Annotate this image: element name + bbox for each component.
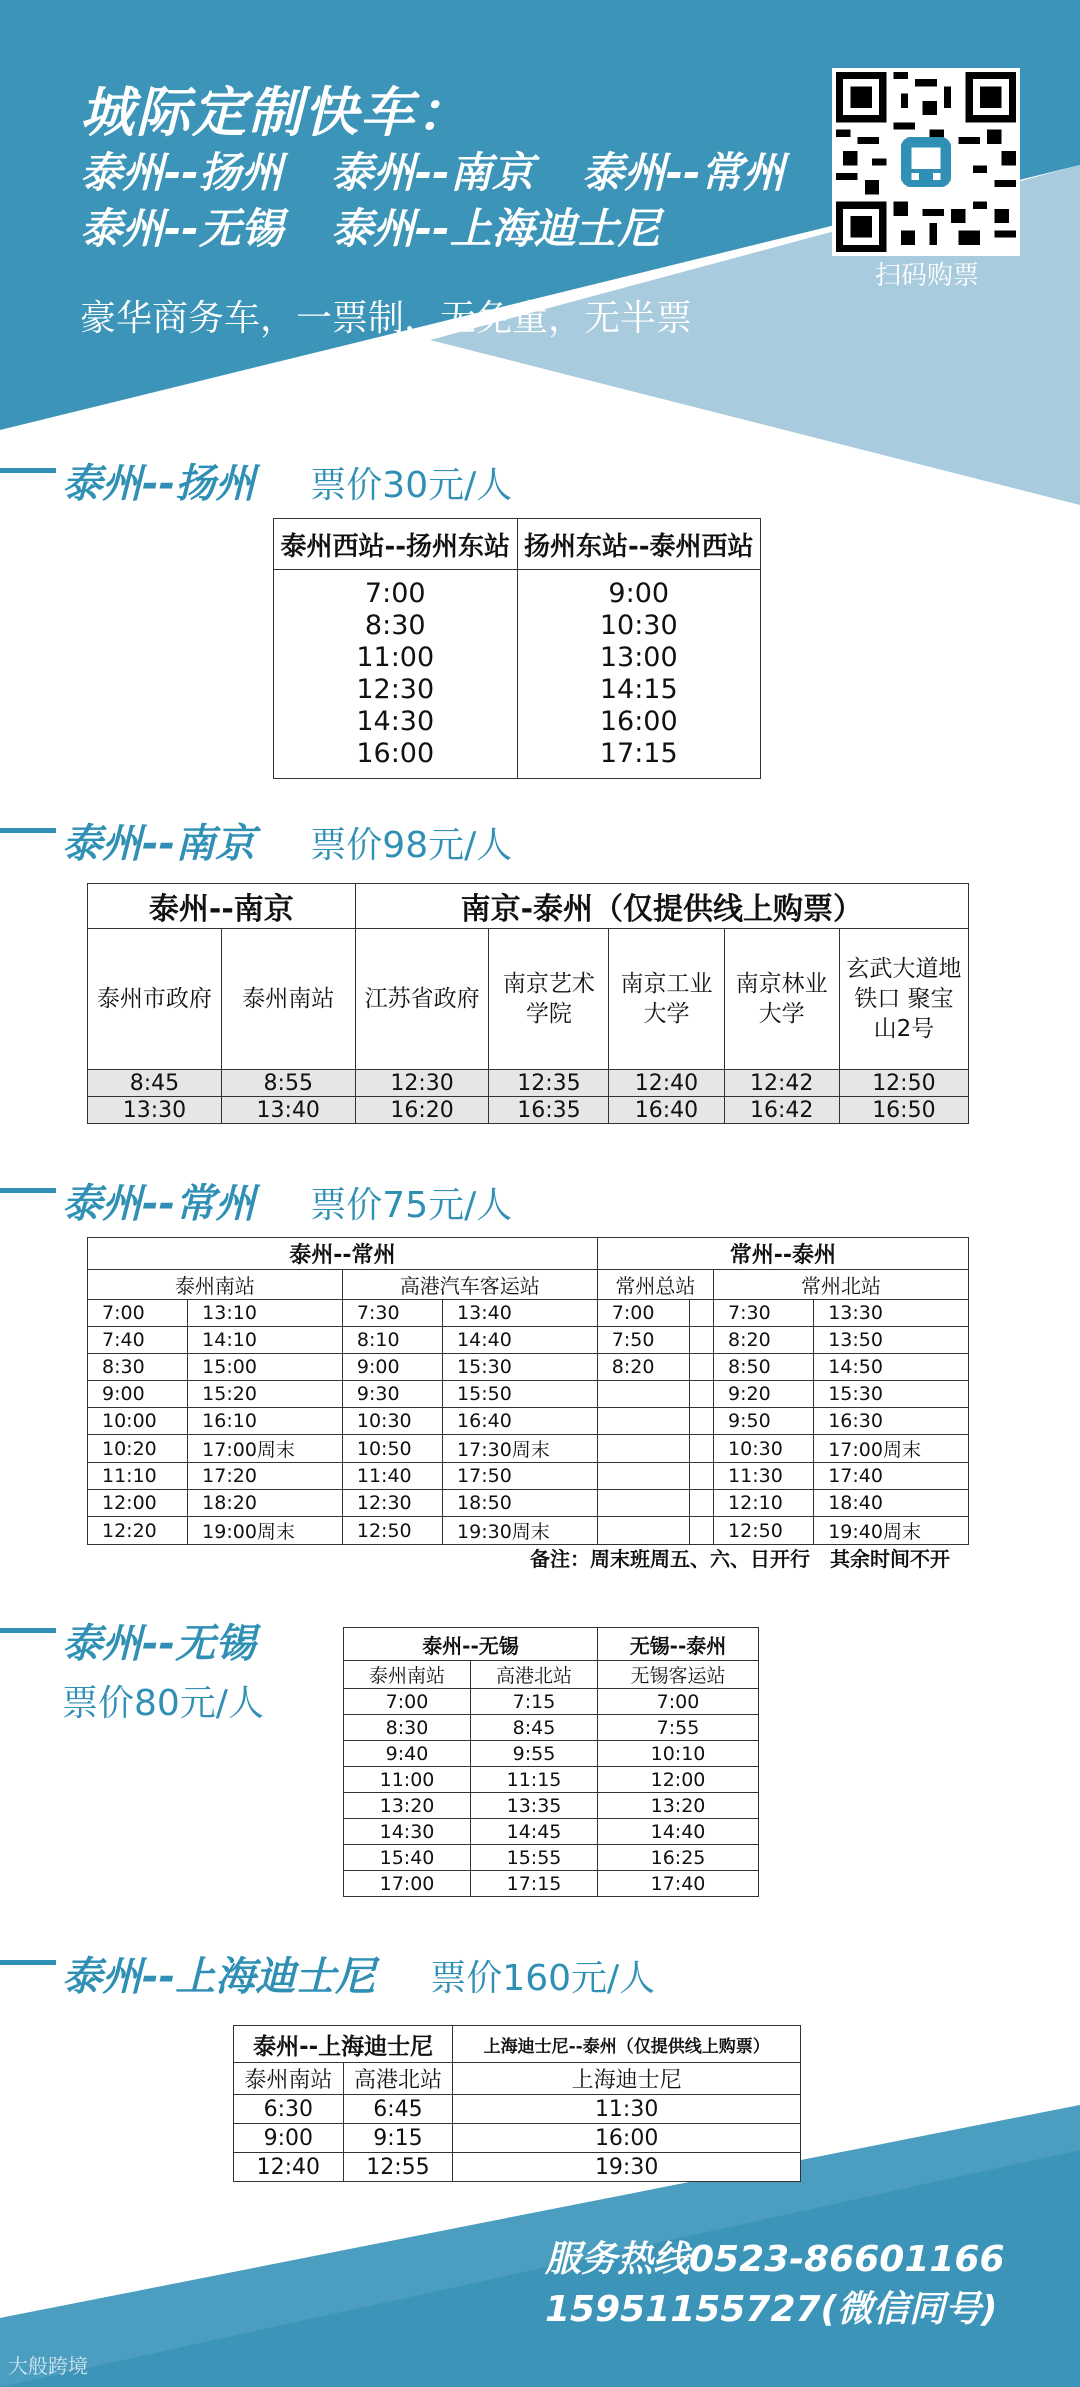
- section-price: 票价160元/人: [430, 1958, 656, 1999]
- table-row: [274, 674, 761, 706]
- time-cell: 17:40: [814, 1463, 969, 1490]
- table-group-header: 泰州--上海迪士尼: [234, 2026, 453, 2063]
- station-cell: 泰州南站: [88, 1270, 343, 1300]
- time-cell: 11:40: [342, 1463, 442, 1490]
- time-cell: 17:30周末: [443, 1435, 598, 1463]
- table-row: [88, 1300, 969, 1327]
- time-cell: 9:15: [343, 2124, 453, 2153]
- time-cell: 9:00: [342, 1354, 442, 1381]
- schedule-note: 备注：周末班周五、六、日开行 其余时间不开: [530, 1547, 950, 1571]
- time-cell: 7:55: [598, 1715, 759, 1741]
- wechat-text: 15951155727(微信同号): [545, 2289, 998, 2330]
- page-title: 城际定制快车：: [80, 81, 472, 144]
- stop-cell: 南京艺术学院: [489, 929, 609, 1070]
- stop-cell: 江苏省政府: [355, 929, 489, 1070]
- table-row: [274, 570, 761, 611]
- time-cell: [597, 1381, 689, 1408]
- changzhou-schedule-table: [87, 1237, 969, 1545]
- time-cell: 14:40: [443, 1327, 598, 1354]
- section-marker: [0, 1960, 56, 1965]
- time-cell: 10:30: [517, 610, 761, 642]
- time-cell: 10:50: [342, 1435, 442, 1463]
- time-cell: 16:10: [188, 1408, 343, 1435]
- time-cell: 7:00: [598, 1689, 759, 1715]
- time-cell: 11:15: [471, 1767, 598, 1793]
- time-cell: 13:00: [517, 642, 761, 674]
- time-cell: 17:00周末: [188, 1435, 343, 1463]
- time-cell: 10:10: [598, 1741, 759, 1767]
- time-cell: 7:40: [88, 1327, 188, 1354]
- time-cell: 15:00: [188, 1354, 343, 1381]
- time-cell: 8:30: [274, 610, 518, 642]
- time-cell: 7:00: [344, 1689, 471, 1715]
- time-cell: 17:40: [598, 1871, 759, 1897]
- table-row: [88, 1408, 969, 1435]
- qr-code[interactable]: [832, 68, 1020, 256]
- time-cell: 13:20: [598, 1793, 759, 1819]
- section-marker: [0, 828, 56, 833]
- stop-cell: 南京林业大学: [724, 929, 839, 1070]
- time-cell: 8:20: [597, 1354, 689, 1381]
- table-row: [274, 706, 761, 738]
- nanjing-schedule-table: [87, 883, 969, 1124]
- time-cell: 14:45: [471, 1819, 598, 1845]
- time-cell: 12:10: [714, 1490, 814, 1517]
- time-cell: 10:30: [714, 1435, 814, 1463]
- time-cell: 8:45: [88, 1070, 222, 1097]
- table-row: [344, 1741, 759, 1767]
- time-cell: 12:30: [342, 1490, 442, 1517]
- table-row: [274, 610, 761, 642]
- section-changzhou-header: [62, 1172, 512, 1229]
- time-cell: 7:50: [597, 1327, 689, 1354]
- time-cell: 17:00周末: [814, 1435, 969, 1463]
- table-row: [344, 1845, 759, 1871]
- time-cell: 16:42: [724, 1097, 839, 1124]
- time-cell: 9:30: [342, 1381, 442, 1408]
- time-cell: 15:20: [188, 1381, 343, 1408]
- stop-cell: 泰州南站: [221, 929, 355, 1070]
- time-cell: 11:00: [344, 1767, 471, 1793]
- contact-info: [545, 2235, 1005, 2335]
- section-title: 泰州--上海迪士尼: [62, 1954, 376, 2000]
- time-cell: 13:20: [344, 1793, 471, 1819]
- time-cell: 13:40: [443, 1300, 598, 1327]
- time-cell: 16:40: [609, 1097, 724, 1124]
- time-cell: [690, 1408, 714, 1435]
- time-cell: 12:00: [598, 1767, 759, 1793]
- time-cell: 8:45: [471, 1715, 598, 1741]
- table-row: [88, 1070, 969, 1097]
- table-row: [344, 1871, 759, 1897]
- time-cell: [597, 1517, 689, 1545]
- time-cell: 10:00: [88, 1408, 188, 1435]
- disney-schedule-table: [233, 2025, 801, 2182]
- section-marker: [0, 468, 56, 473]
- time-cell: 6:45: [343, 2095, 453, 2124]
- time-cell: 12:40: [609, 1070, 724, 1097]
- time-cell: [597, 1490, 689, 1517]
- station-cell: 高港汽车客运站: [342, 1270, 597, 1300]
- table-row: [88, 1381, 969, 1408]
- route-row-1: [80, 145, 833, 201]
- table-row: [88, 1097, 969, 1124]
- station-cell: 高港北站: [343, 2063, 453, 2095]
- section-marker: [0, 1188, 56, 1193]
- time-cell: 12:35: [489, 1070, 609, 1097]
- time-cell: 12:50: [342, 1517, 442, 1545]
- section-title: 泰州--常州: [62, 1181, 256, 1227]
- stop-cell: 南京工业大学: [609, 929, 724, 1070]
- time-cell: 12:00: [88, 1490, 188, 1517]
- route-label: 泰州--无锡: [80, 204, 283, 253]
- table-group-header: 上海迪士尼--泰州（仅提供线上购票）: [453, 2026, 801, 2063]
- time-cell: 13:30: [88, 1097, 222, 1124]
- qr-label: 扫码购票: [874, 261, 979, 291]
- time-cell: 15:50: [443, 1381, 598, 1408]
- time-cell: 19:00周末: [188, 1517, 343, 1545]
- route-label: 泰州--扬州: [80, 148, 283, 197]
- time-cell: 17:00: [344, 1871, 471, 1897]
- route-label: 泰州--南京: [330, 148, 534, 197]
- time-cell: 11:10: [88, 1463, 188, 1490]
- station-cell: 上海迪士尼: [453, 2063, 801, 2095]
- stations-row: [88, 1270, 969, 1300]
- time-cell: 16:35: [489, 1097, 609, 1124]
- station-cell: 无锡客运站: [598, 1661, 759, 1689]
- time-cell: 14:40: [598, 1819, 759, 1845]
- time-cell: 8:55: [221, 1070, 355, 1097]
- time-cell: 16:00: [453, 2124, 801, 2153]
- time-cell: 15:30: [443, 1354, 598, 1381]
- stop-cell: 泰州市政府: [88, 929, 222, 1070]
- time-cell: 13:40: [221, 1097, 355, 1124]
- time-cell: 8:10: [342, 1327, 442, 1354]
- time-cell: 9:00: [234, 2124, 344, 2153]
- table-group-header: 无锡--泰州: [598, 1628, 759, 1661]
- time-cell: 17:15: [517, 738, 761, 779]
- time-cell: [690, 1300, 714, 1327]
- time-cell: 14:30: [344, 1819, 471, 1845]
- time-cell: 16:20: [355, 1097, 489, 1124]
- time-cell: [690, 1381, 714, 1408]
- time-cell: 8:30: [344, 1715, 471, 1741]
- time-cell: 12:50: [714, 1517, 814, 1545]
- watermark: 大般跨境: [8, 2354, 88, 2378]
- section-price: 票价80元/人: [62, 1683, 264, 1724]
- route-label: 泰州--常州: [581, 148, 785, 197]
- table-row: [344, 1819, 759, 1845]
- time-cell: 14:15: [517, 674, 761, 706]
- table-row: [274, 738, 761, 779]
- table-row: [344, 1767, 759, 1793]
- time-cell: 16:25: [598, 1845, 759, 1871]
- time-cell: 12:30: [274, 674, 518, 706]
- time-cell: 18:20: [188, 1490, 343, 1517]
- section-title: 泰州--扬州: [62, 461, 256, 507]
- section-yangzhou-header: [62, 452, 512, 509]
- section-title: 泰州--南京: [62, 821, 256, 867]
- time-cell: [597, 1435, 689, 1463]
- time-cell: 12:40: [234, 2153, 344, 2182]
- time-cell: 7:00: [88, 1300, 188, 1327]
- time-cell: 14:30: [274, 706, 518, 738]
- section-price: 票价30元/人: [310, 465, 513, 506]
- time-cell: 16:00: [517, 706, 761, 738]
- time-cell: 9:00: [517, 570, 761, 611]
- time-cell: 19:30: [453, 2153, 801, 2182]
- time-cell: 19:30周末: [443, 1517, 598, 1545]
- table-row: [88, 1354, 969, 1381]
- time-cell: 12:30: [355, 1070, 489, 1097]
- time-cell: 9:55: [471, 1741, 598, 1767]
- time-cell: 9:00: [88, 1381, 188, 1408]
- stop-cell: 玄武大道地铁口 聚宝山2号: [839, 929, 968, 1070]
- table-row: [234, 2153, 801, 2182]
- section-price: 票价75元/人: [310, 1185, 513, 1226]
- time-cell: 9:50: [714, 1408, 814, 1435]
- time-cell: 15:30: [814, 1381, 969, 1408]
- table-header: 泰州西站--扬州东站: [274, 519, 518, 570]
- time-cell: 17:15: [471, 1871, 598, 1897]
- table-group-header: 泰州--南京: [88, 884, 356, 929]
- time-cell: 15:40: [344, 1845, 471, 1871]
- time-cell: 13:50: [814, 1327, 969, 1354]
- time-cell: 16:40: [443, 1408, 598, 1435]
- time-cell: [690, 1517, 714, 1545]
- time-cell: 12:42: [724, 1070, 839, 1097]
- table-row: [88, 1517, 969, 1545]
- table-group-header: 泰州--常州: [88, 1238, 598, 1270]
- station-cell: 常州总站: [597, 1270, 713, 1300]
- table-row: [344, 1715, 759, 1741]
- time-cell: 12:55: [343, 2153, 453, 2182]
- station-cell: 常州北站: [714, 1270, 969, 1300]
- time-cell: 9:20: [714, 1381, 814, 1408]
- time-cell: 15:55: [471, 1845, 598, 1871]
- time-cell: [690, 1327, 714, 1354]
- time-cell: 13:35: [471, 1793, 598, 1819]
- time-cell: 11:30: [714, 1463, 814, 1490]
- time-cell: [690, 1354, 714, 1381]
- table-header: 扬州东站--泰州西站: [517, 519, 761, 570]
- section-nanjing-header: [62, 812, 512, 869]
- yangzhou-schedule-table: [273, 518, 761, 779]
- route-label: 泰州--上海迪士尼: [330, 204, 660, 253]
- time-cell: 7:15: [471, 1689, 598, 1715]
- time-cell: [690, 1435, 714, 1463]
- table-row: [88, 1435, 969, 1463]
- table-row: [88, 1490, 969, 1517]
- time-cell: 9:40: [344, 1741, 471, 1767]
- time-cell: 16:50: [839, 1097, 968, 1124]
- station-cell: 高港北站: [471, 1661, 598, 1689]
- time-cell: 19:40周末: [814, 1517, 969, 1545]
- route-row-2: [80, 201, 833, 257]
- table-row: [234, 2124, 801, 2153]
- table-row: [344, 1689, 759, 1715]
- time-cell: [690, 1463, 714, 1490]
- stops-row: [88, 929, 969, 1070]
- table-group-header: 泰州--无锡: [344, 1628, 598, 1661]
- wuxi-schedule-table: [343, 1627, 759, 1897]
- table-group-header: 常州--泰州: [597, 1238, 968, 1270]
- section-disney-header: [62, 1945, 655, 2002]
- section-wuxi-header: [62, 1612, 264, 1726]
- table-row: [274, 642, 761, 674]
- time-cell: 14:50: [814, 1354, 969, 1381]
- time-cell: 8:50: [714, 1354, 814, 1381]
- time-cell: 10:20: [88, 1435, 188, 1463]
- time-cell: [597, 1463, 689, 1490]
- time-cell: 7:30: [714, 1300, 814, 1327]
- time-cell: 8:20: [714, 1327, 814, 1354]
- time-cell: 10:30: [342, 1408, 442, 1435]
- time-cell: 13:10: [188, 1300, 343, 1327]
- time-cell: 7:00: [597, 1300, 689, 1327]
- time-cell: 16:00: [274, 738, 518, 779]
- time-cell: [690, 1490, 714, 1517]
- time-cell: 18:50: [443, 1490, 598, 1517]
- table-row: [88, 1463, 969, 1490]
- time-cell: 14:10: [188, 1327, 343, 1354]
- station-cell: 泰州南站: [344, 1661, 471, 1689]
- time-cell: [597, 1408, 689, 1435]
- time-cell: 17:50: [443, 1463, 598, 1490]
- section-marker: [0, 1628, 56, 1633]
- section-price: 票价98元/人: [310, 825, 513, 866]
- route-list: [80, 145, 833, 257]
- section-title: 泰州--无锡: [62, 1621, 256, 1667]
- stations-row: [344, 1661, 759, 1689]
- hotline-text[interactable]: 服务热线0523-86601166: [545, 2239, 1005, 2280]
- time-cell: 8:30: [88, 1354, 188, 1381]
- time-cell: 17:20: [188, 1463, 343, 1490]
- stations-row: [234, 2063, 801, 2095]
- time-cell: 16:30: [814, 1408, 969, 1435]
- table-row: [234, 2095, 801, 2124]
- table-row: [344, 1793, 759, 1819]
- time-cell: 18:40: [814, 1490, 969, 1517]
- time-cell: 13:30: [814, 1300, 969, 1327]
- time-cell: 7:00: [274, 570, 518, 611]
- time-cell: 11:30: [453, 2095, 801, 2124]
- service-description: 豪华商务车，一票制，无免童，无半票: [80, 298, 693, 339]
- station-cell: 泰州南站: [234, 2063, 344, 2095]
- time-cell: 7:30: [342, 1300, 442, 1327]
- table-group-header: 南京-泰州（仅提供线上购票）: [355, 884, 968, 929]
- table-row: [88, 1327, 969, 1354]
- time-cell: 12:50: [839, 1070, 968, 1097]
- time-cell: 11:00: [274, 642, 518, 674]
- time-cell: 12:20: [88, 1517, 188, 1545]
- time-cell: 6:30: [234, 2095, 344, 2124]
